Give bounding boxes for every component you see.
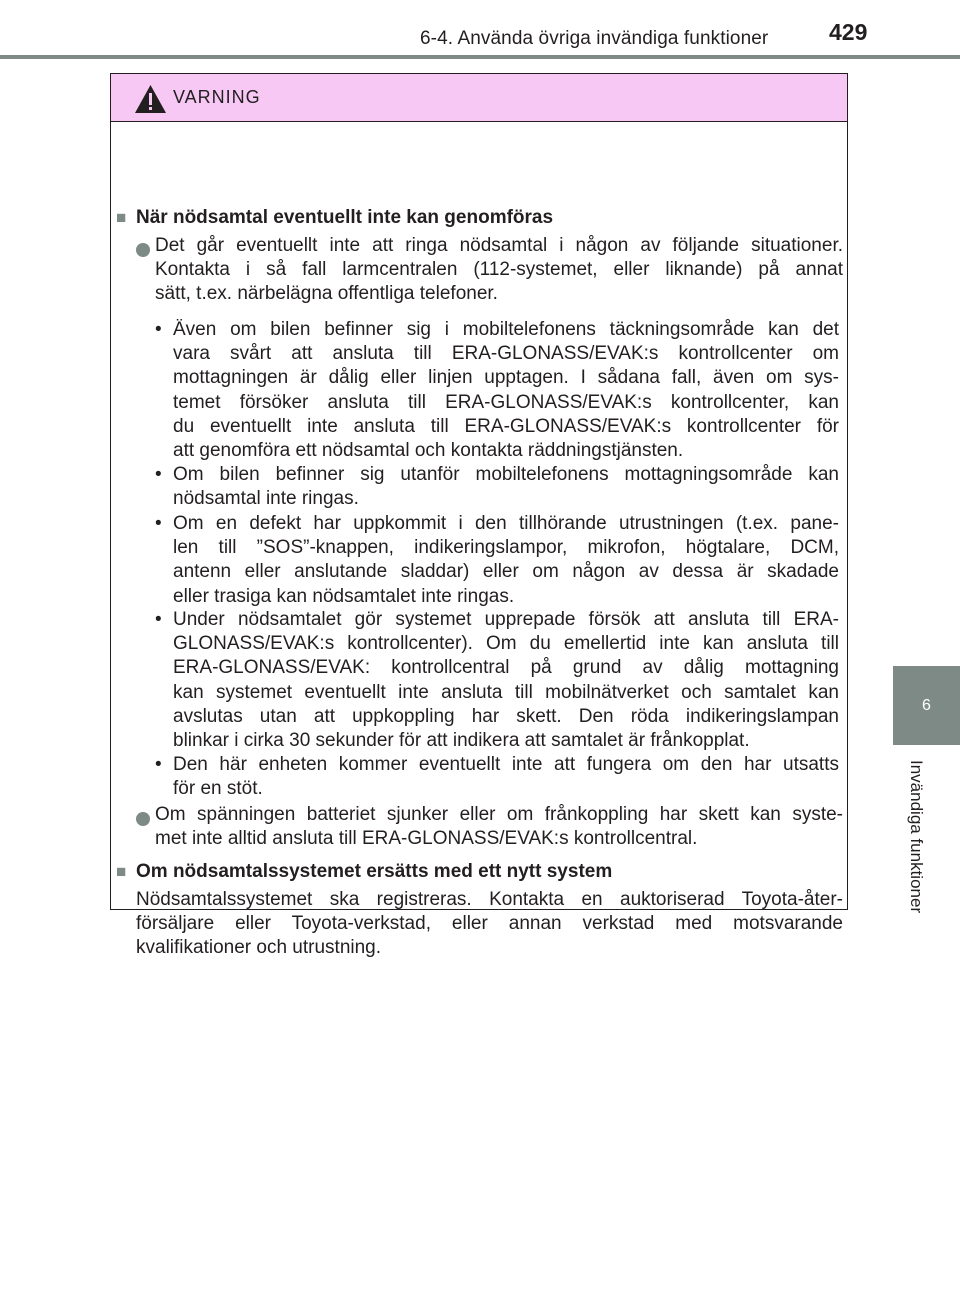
paragraph-line: Det går eventuellt inte att ringa nödsamtal i någon av följande situationer.	[155, 235, 843, 256]
bullet-dot: •	[155, 464, 162, 485]
page-number: 429	[829, 19, 868, 45]
paragraph-line: Nödsamtalssystemet ska registreras. Kontakta en auktoriserad Toyota-åter-	[136, 889, 843, 910]
paragraph-line: försäljare eller Toyota-verkstad, eller annan verkstad med motsvarande	[136, 913, 843, 935]
bullet-dot: •	[155, 609, 162, 630]
square-bullet-icon: ■	[116, 862, 127, 881]
bullet-line: att genomföra ett nödsamtal och kontakta räddningstjänsten.	[173, 440, 684, 461]
bullet-line: för en stöt.	[173, 778, 263, 800]
section-heading: Om nödsamtalssystemet ersätts med ett nytt system	[136, 861, 613, 882]
round-bullet-icon	[136, 243, 150, 257]
bullet-dot: •	[155, 319, 162, 340]
paragraph-line: met inte alltid ansluta till ERA-GLONASS/EVAK:s kontrollcentral.	[155, 828, 698, 850]
bullet-dot: •	[155, 754, 162, 775]
chapter-title: 6-4. Använda övriga invändiga funktioner	[420, 28, 769, 49]
header-rule	[0, 55, 960, 59]
bullet-dot: •	[155, 513, 162, 534]
square-bullet-icon: ■	[116, 208, 127, 227]
warning-header	[111, 74, 847, 122]
bullet-line: GLONASS/EVAK:s kontrollcenter). Om du emellertid inte kan ansluta till	[173, 633, 839, 655]
page-header	[0, 0, 960, 56]
chapter-tab: 6	[893, 666, 960, 745]
bullet-line: temet försöker ansluta till ERA-GLONASS/EVAK:s kontrollcenter, kan	[173, 391, 839, 413]
bullet-line: len till ”SOS”-knappen, indikeringslampor, mikrofon, högtalare, DCM,	[173, 537, 839, 559]
bullet-line: Även om bilen befinner sig i mobiltelefonens täckningsområde kan det	[173, 319, 839, 340]
paragraph-line: Kontakta i så fall larmcentralen (112-systemet, eller liknande) på annat	[155, 259, 843, 281]
bullet-line: ERA-GLONASS/EVAK: kontrollcentral på grund av dålig mottagning	[173, 657, 839, 679]
bullet-line: mottagningen är dålig eller linjen upptagen. I sådana fall, även om sys-	[173, 367, 839, 389]
bullet-line: du eventuellt inte ansluta till ERA-GLONASS/EVAK:s kontrollcenter för	[173, 415, 839, 437]
section-heading: När nödsamtal eventuellt inte kan genomföras	[136, 207, 554, 228]
warning-label: VARNING	[173, 87, 261, 107]
bullet-line: eller trasiga kan nödsamtalet inte ringas.	[173, 585, 515, 607]
chapter-side-label: Invändiga funktioner	[907, 760, 926, 914]
paragraph-line: kvalifikationer och utrustning.	[136, 937, 382, 959]
round-bullet-icon	[136, 812, 150, 826]
paragraph-line: sätt, t.ex. närbelägna offentliga telefoner.	[155, 283, 498, 305]
bullet-line: Om en defekt har uppkommit i den tillhörande utrustningen (t.ex. pane-	[173, 513, 839, 534]
bullet-line: kan systemet eventuellt inte ansluta till mobilnätverket och samtalet kan	[173, 681, 839, 703]
warning-box	[110, 73, 848, 959]
bullet-line: antenn eller anslutande sladdar) eller om någon av dessa är skadade	[173, 561, 839, 583]
bullet-line: Om bilen befinner sig utanför mobiltelefonens mottagningsområde kan	[173, 464, 839, 485]
warning-triangle-icon	[134, 84, 167, 114]
bullet-line: vara svårt att ansluta till ERA-GLONASS/EVAK:s kontrollcenter om	[173, 343, 839, 365]
bullet-line: Den här enheten kommer eventuellt inte att fungera om den har utsatts	[173, 754, 839, 775]
bullet-line: Under nödsamtalet gör systemet upprepade försök att ansluta till ERA-	[173, 609, 839, 630]
bullet-line: blinkar i cirka 30 sekunder för att indikera att samtalet är frånkopplat.	[173, 730, 750, 751]
bullet-line: nödsamtal inte ringas.	[173, 488, 359, 510]
paragraph-line: Om spänningen batteriet sjunker eller om frånkoppling har skett kan syste-	[155, 804, 843, 825]
bullet-line: avslutas utan att uppkoppling har skett. Den röda indikeringslampan	[173, 705, 839, 727]
